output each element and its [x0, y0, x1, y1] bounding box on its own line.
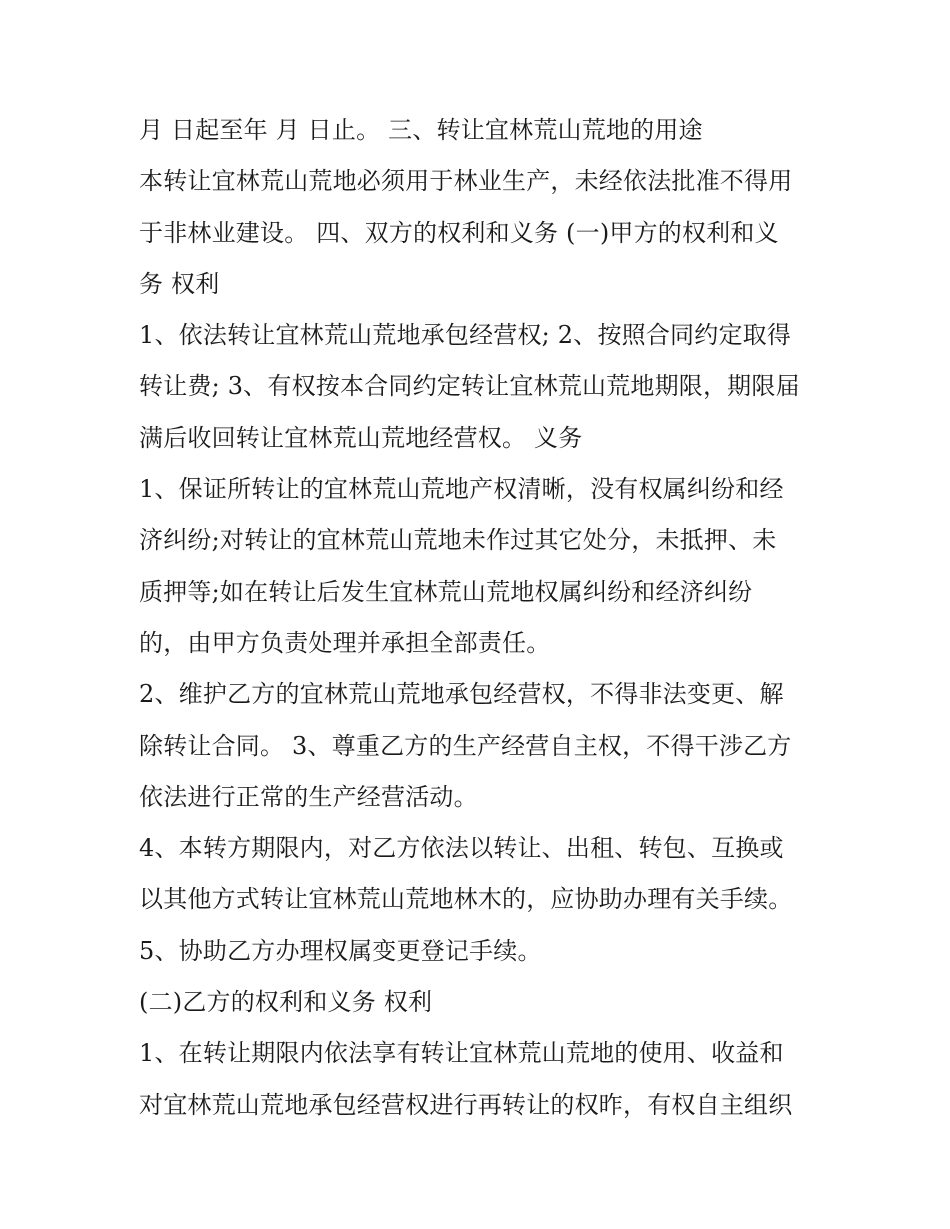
text-line: 质押等;如在转让后发生宜林荒山荒地权属纠纷和经济纠纷 [139, 577, 753, 606]
text-line: 对宜林荒山荒地承包经营权进行再转让的权昨，有权自主组织 [139, 1090, 793, 1119]
text-line: 依法进行正常的生产经营活动。 [139, 782, 478, 811]
text-line: 月 日起至年 月 日止。 三、转让宜林荒山荒地的用途 [139, 116, 703, 144]
text-line: 济纠纷;对转让的宜林荒山荒地未作过其它处分，未抵押、未 [139, 526, 777, 555]
text-line: (二)乙方的权利和义务 权利 [139, 988, 433, 1017]
text-line: 5、协助乙方办理权属变更登记手续。 [139, 936, 542, 965]
text-line: 1、保证所转让的宜林荒山荒地产权清晰，没有权属纠纷和经 [139, 475, 784, 504]
text-line: 务 权利 [139, 269, 220, 298]
text-line: 以其他方式转让宜林荒山荒地林木的，应协助办理有关手续。 [139, 885, 793, 914]
document-body [139, 109, 829, 1135]
text-line: 除转让合同。 3、尊重乙方的生产经营自主权，不得干涉乙方 [139, 731, 792, 760]
text-line: 的，由甲方负责处理并承担全部责任。 [139, 628, 551, 657]
text-line: 转让费; 3、有权按本合同约定转让宜林荒山荒地期限，期限届 [139, 372, 800, 401]
text-line: 本转让宜林荒山荒地必须用于林业生产，未经依法批准不得用 [139, 167, 793, 196]
text-line: 满后收回转让宜林荒山荒地经营权。 义务 [139, 423, 583, 452]
text-line: 1、在转让期限内依法享有转让宜林荒山荒地的使用、收益和 [139, 1039, 784, 1068]
text-line: 2、维护乙方的宜林荒山荒地承包经营权，不得非法变更、解 [139, 680, 784, 709]
text-line: 1、依法转让宜林荒山荒地承包经营权; 2、按照合同约定取得 [139, 321, 792, 350]
text-line: 4、本转方期限内，对乙方依法以转让、出租、转包、互换或 [139, 834, 784, 863]
text-line: 于非林业建设。 四、双方的权利和义务 (一)甲方的权利和义 [139, 218, 779, 247]
